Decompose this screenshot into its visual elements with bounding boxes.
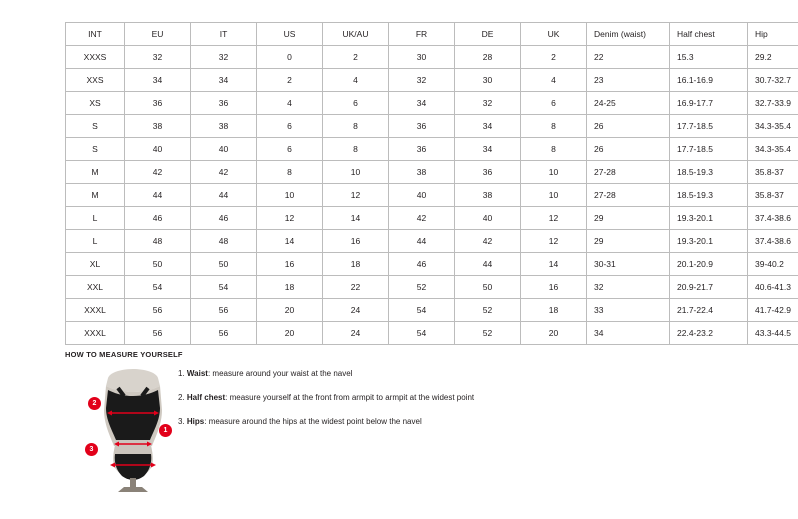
cell-uk-au: 22 <box>323 276 389 299</box>
column-header-eu: EU <box>125 23 191 46</box>
table-row <box>66 115 798 138</box>
table-row <box>66 69 798 92</box>
cell-half-chest: 19.3-20.1 <box>670 230 748 253</box>
size-chart-table <box>65 22 798 345</box>
cell-half-chest: 20.9-21.7 <box>670 276 748 299</box>
instruction-text-waist: : measure around your waist at the navel <box>207 369 353 378</box>
cell-it: 48 <box>191 230 257 253</box>
cell-uk: 12 <box>521 207 587 230</box>
cell-de: 34 <box>455 138 521 161</box>
marker-1: 1 <box>159 424 172 437</box>
column-header-us: US <box>257 23 323 46</box>
cell-uk-au: 4 <box>323 69 389 92</box>
cell-int: XXXL <box>66 322 125 345</box>
cell-hip: 37.4-38.6 <box>748 207 798 230</box>
table-row <box>66 253 798 276</box>
column-header-fr: FR <box>389 23 455 46</box>
cell-us: 20 <box>257 299 323 322</box>
cell-int: XXXL <box>66 299 125 322</box>
cell-int: S <box>66 138 125 161</box>
cell-uk-au: 18 <box>323 253 389 276</box>
column-header-uk-au: UK/AU <box>323 23 389 46</box>
cell-uk-au: 24 <box>323 322 389 345</box>
cell-denim-waist: 30-31 <box>587 253 670 276</box>
cell-hip: 32.7-33.9 <box>748 92 798 115</box>
cell-hip: 34.3-35.4 <box>748 138 798 161</box>
instruction-term-waist: Waist <box>186 369 208 378</box>
cell-it: 44 <box>191 184 257 207</box>
cell-us: 4 <box>257 92 323 115</box>
cell-half-chest: 16.1-16.9 <box>670 69 748 92</box>
cell-uk: 18 <box>521 299 587 322</box>
cell-eu: 44 <box>125 184 191 207</box>
cell-int: XXXS <box>66 46 125 69</box>
cell-uk: 4 <box>521 69 587 92</box>
cell-int: XS <box>66 92 125 115</box>
column-header-half-chest: Half chest <box>670 23 748 46</box>
cell-de: 40 <box>455 207 521 230</box>
cell-uk-au: 8 <box>323 138 389 161</box>
cell-us: 8 <box>257 161 323 184</box>
table-header-row <box>66 23 798 46</box>
cell-int: L <box>66 207 125 230</box>
table-row <box>66 92 798 115</box>
cell-int: M <box>66 161 125 184</box>
cell-it: 34 <box>191 69 257 92</box>
cell-us: 14 <box>257 230 323 253</box>
cell-eu: 56 <box>125 322 191 345</box>
instruction-waist <box>178 368 598 380</box>
cell-de: 42 <box>455 230 521 253</box>
cell-half-chest: 20.1-20.9 <box>670 253 748 276</box>
cell-half-chest: 17.7-18.5 <box>670 115 748 138</box>
cell-int: XXS <box>66 69 125 92</box>
cell-half-chest: 18.5-19.3 <box>670 161 748 184</box>
cell-de: 52 <box>455 299 521 322</box>
instruction-number-2: 2. <box>178 393 185 402</box>
column-header-int: INT <box>66 23 125 46</box>
cell-us: 20 <box>257 322 323 345</box>
instruction-number-3: 3. <box>178 417 185 426</box>
cell-denim-waist: 32 <box>587 276 670 299</box>
cell-fr: 30 <box>389 46 455 69</box>
cell-uk: 2 <box>521 46 587 69</box>
cell-half-chest: 19.3-20.1 <box>670 207 748 230</box>
cell-denim-waist: 27-28 <box>587 184 670 207</box>
cell-uk: 10 <box>521 161 587 184</box>
cell-it: 42 <box>191 161 257 184</box>
table-row <box>66 276 798 299</box>
cell-half-chest: 21.7-22.4 <box>670 299 748 322</box>
instruction-text-hips: : measure around the hips at the widest point below the navel <box>204 417 422 426</box>
cell-uk: 16 <box>521 276 587 299</box>
cell-hip: 35.8-37 <box>748 161 798 184</box>
cell-fr: 36 <box>389 115 455 138</box>
cell-uk-au: 2 <box>323 46 389 69</box>
instruction-half-chest <box>178 392 598 404</box>
cell-int: XXL <box>66 276 125 299</box>
cell-half-chest: 15.3 <box>670 46 748 69</box>
cell-it: 46 <box>191 207 257 230</box>
cell-eu: 34 <box>125 69 191 92</box>
cell-uk-au: 24 <box>323 299 389 322</box>
cell-hip: 30.7-32.7 <box>748 69 798 92</box>
cell-fr: 32 <box>389 69 455 92</box>
cell-denim-waist: 34 <box>587 322 670 345</box>
cell-uk: 8 <box>521 115 587 138</box>
cell-hip: 39-40.2 <box>748 253 798 276</box>
cell-us: 6 <box>257 115 323 138</box>
cell-hip: 41.7-42.9 <box>748 299 798 322</box>
cell-uk: 12 <box>521 230 587 253</box>
cell-uk: 14 <box>521 253 587 276</box>
cell-half-chest: 17.7-18.5 <box>670 138 748 161</box>
cell-half-chest: 18.5-19.3 <box>670 184 748 207</box>
cell-it: 50 <box>191 253 257 276</box>
cell-it: 56 <box>191 299 257 322</box>
cell-de: 32 <box>455 92 521 115</box>
cell-fr: 34 <box>389 92 455 115</box>
cell-it: 40 <box>191 138 257 161</box>
cell-denim-waist: 22 <box>587 46 670 69</box>
cell-int: L <box>66 230 125 253</box>
table-row <box>66 207 798 230</box>
cell-int: M <box>66 184 125 207</box>
cell-it: 38 <box>191 115 257 138</box>
marker-3: 3 <box>85 443 98 456</box>
table-header <box>66 23 798 46</box>
cell-hip: 34.3-35.4 <box>748 115 798 138</box>
cell-fr: 44 <box>389 230 455 253</box>
cell-eu: 36 <box>125 92 191 115</box>
column-header-denim-waist: Denim (waist) <box>587 23 670 46</box>
cell-eu: 54 <box>125 276 191 299</box>
table-row <box>66 230 798 253</box>
cell-us: 18 <box>257 276 323 299</box>
cell-fr: 42 <box>389 207 455 230</box>
cell-half-chest: 22.4-23.2 <box>670 322 748 345</box>
cell-uk-au: 6 <box>323 92 389 115</box>
cell-hip: 35.8-37 <box>748 184 798 207</box>
cell-us: 0 <box>257 46 323 69</box>
cell-us: 12 <box>257 207 323 230</box>
cell-denim-waist: 29 <box>587 207 670 230</box>
cell-denim-waist: 26 <box>587 115 670 138</box>
column-header-de: DE <box>455 23 521 46</box>
cell-uk-au: 16 <box>323 230 389 253</box>
cell-uk-au: 8 <box>323 115 389 138</box>
instruction-text-half-chest: : measure yourself at the front from armpit to armpit at the widest point <box>225 393 475 402</box>
cell-eu: 42 <box>125 161 191 184</box>
cell-denim-waist: 27-28 <box>587 161 670 184</box>
cell-int: XL <box>66 253 125 276</box>
instruction-term-hips: Hips <box>186 417 205 426</box>
cell-eu: 40 <box>125 138 191 161</box>
column-header-it: IT <box>191 23 257 46</box>
cell-uk: 20 <box>521 322 587 345</box>
cell-eu: 32 <box>125 46 191 69</box>
cell-hip: 43.3-44.5 <box>748 322 798 345</box>
cell-hip: 40.6-41.3 <box>748 276 798 299</box>
cell-eu: 56 <box>125 299 191 322</box>
cell-fr: 40 <box>389 184 455 207</box>
cell-fr: 38 <box>389 161 455 184</box>
cell-us: 2 <box>257 69 323 92</box>
cell-uk-au: 10 <box>323 161 389 184</box>
instruction-term-half-chest: Half chest <box>186 393 226 402</box>
instructions-list <box>178 368 598 440</box>
cell-de: 34 <box>455 115 521 138</box>
cell-it: 36 <box>191 92 257 115</box>
cell-int: S <box>66 115 125 138</box>
cell-fr: 36 <box>389 138 455 161</box>
marker-2: 2 <box>88 397 101 410</box>
cell-uk-au: 12 <box>323 184 389 207</box>
table-row <box>66 161 798 184</box>
cell-fr: 52 <box>389 276 455 299</box>
cell-denim-waist: 26 <box>587 138 670 161</box>
cell-denim-waist: 23 <box>587 69 670 92</box>
cell-hip: 29.2 <box>748 46 798 69</box>
cell-eu: 48 <box>125 230 191 253</box>
cell-uk: 6 <box>521 92 587 115</box>
cell-it: 54 <box>191 276 257 299</box>
cell-it: 56 <box>191 322 257 345</box>
cell-eu: 46 <box>125 207 191 230</box>
cell-de: 28 <box>455 46 521 69</box>
table-row <box>66 299 798 322</box>
cell-fr: 54 <box>389 299 455 322</box>
table-row <box>66 184 798 207</box>
table-body <box>66 46 798 345</box>
cell-eu: 38 <box>125 115 191 138</box>
instruction-number-1: 1. <box>178 369 185 378</box>
cell-de: 30 <box>455 69 521 92</box>
instruction-hips <box>178 416 598 428</box>
cell-denim-waist: 24-25 <box>587 92 670 115</box>
cell-de: 50 <box>455 276 521 299</box>
cell-uk-au: 14 <box>323 207 389 230</box>
table-row <box>66 46 798 69</box>
cell-denim-waist: 33 <box>587 299 670 322</box>
column-header-uk: UK <box>521 23 587 46</box>
cell-denim-waist: 29 <box>587 230 670 253</box>
cell-de: 38 <box>455 184 521 207</box>
cell-us: 10 <box>257 184 323 207</box>
cell-hip: 37.4-38.6 <box>748 230 798 253</box>
cell-it: 32 <box>191 46 257 69</box>
cell-uk: 10 <box>521 184 587 207</box>
cell-uk: 8 <box>521 138 587 161</box>
cell-eu: 50 <box>125 253 191 276</box>
cell-us: 6 <box>257 138 323 161</box>
cell-fr: 46 <box>389 253 455 276</box>
cell-de: 52 <box>455 322 521 345</box>
cell-half-chest: 16.9-17.7 <box>670 92 748 115</box>
table-row <box>66 322 798 345</box>
cell-us: 16 <box>257 253 323 276</box>
cell-de: 44 <box>455 253 521 276</box>
cell-fr: 54 <box>389 322 455 345</box>
how-to-measure-title: HOW TO MEASURE YOURSELF <box>65 350 183 359</box>
cell-de: 36 <box>455 161 521 184</box>
column-header-hip: Hip <box>748 23 798 46</box>
table-row <box>66 138 798 161</box>
